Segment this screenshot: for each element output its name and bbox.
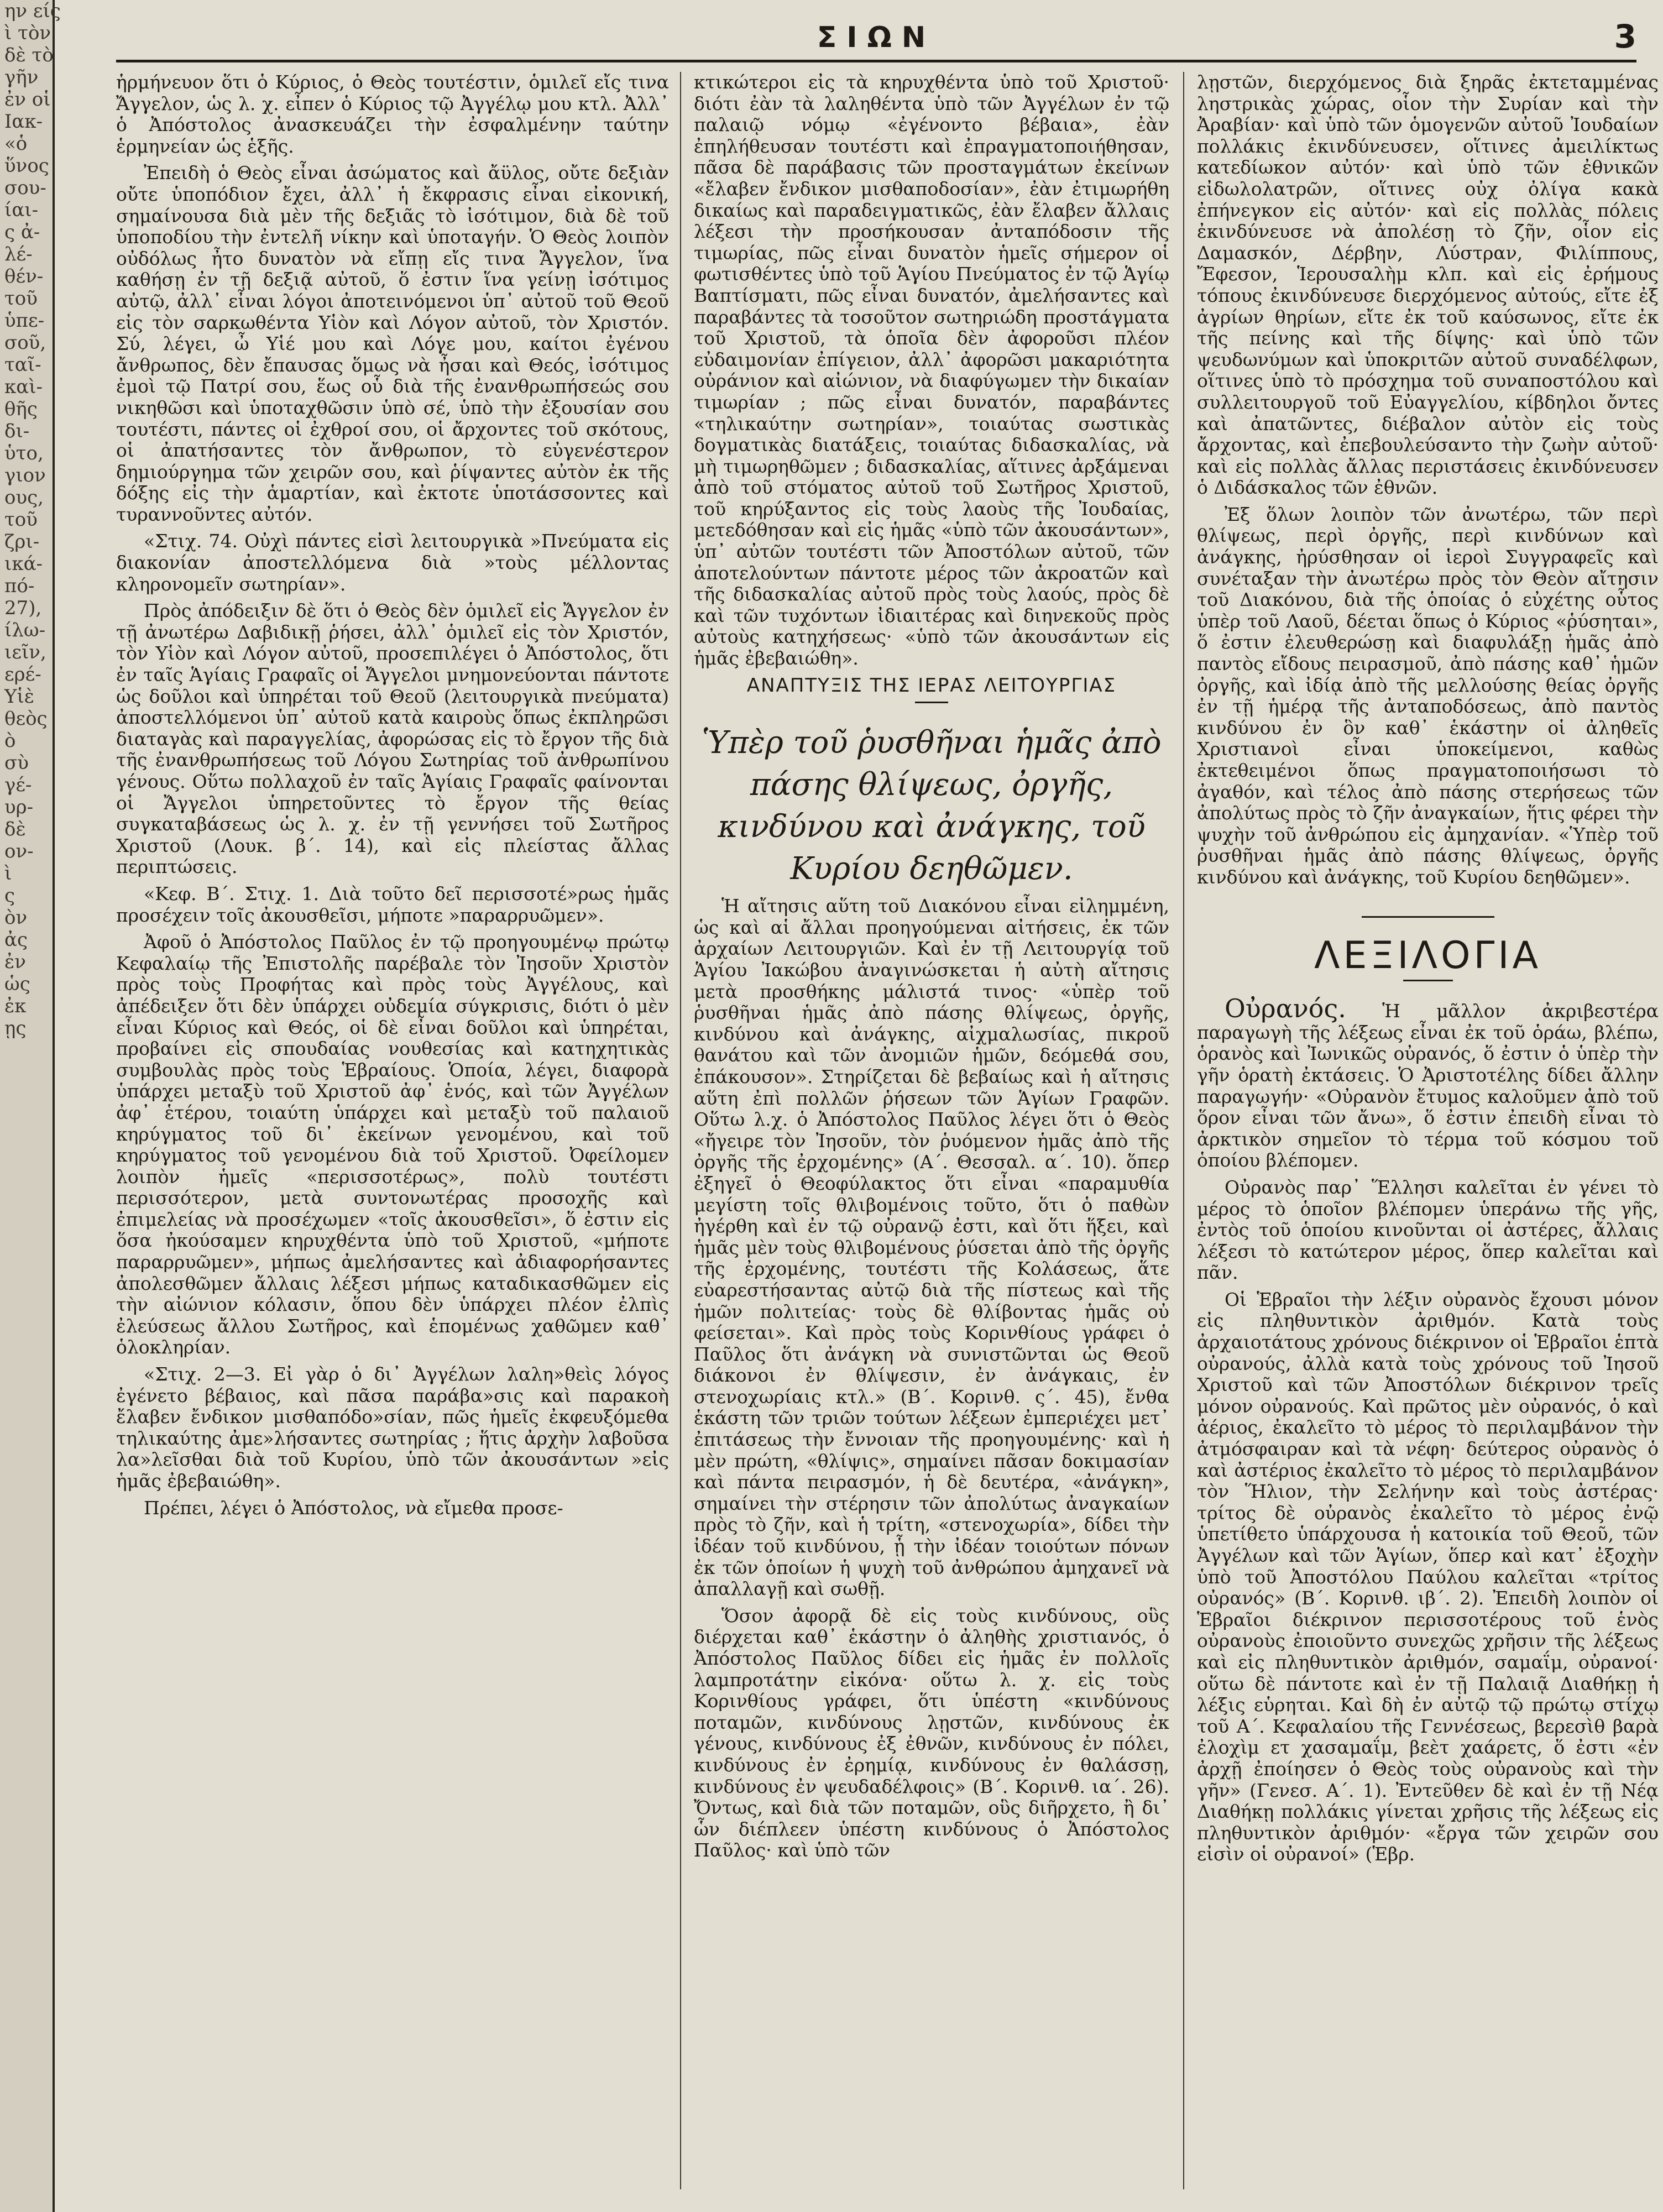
- previous-page-fragment: ὑτο,: [4, 442, 44, 464]
- previous-page-fragment: δὲ: [4, 818, 26, 840]
- paragraph: λῃστῶν, διερχόμενος διὰ ξηρᾶς ἐκτεταμμένας ληστρικὰς χώρας, οἷον τὴν Συρίαν καὶ τὴν Ἀραβίαν· καὶ ὑπὸ τῶν ὁμογενῶν αὐτοῦ Ἰουδαίων πολλάκις ἐκινδύνευσεν, οἵτινες ἀμειλίκτως κατεδίωκον αὐτόν· καὶ ὑπὸ τῶν ἐθνικῶν εἰδωλολατρῶν, οἵτινες οὐχ ὀλίγα κακὰ ἐπήνεγκον εἰς αὐτόν· καὶ εἰς πολλὰς πόλεις ἐκινδύνευσε νὰ ἀπολέσῃ τὸ ζῆν, οἷον εἰς Δαμασκόν, Δέρβην, Λύστραν, Φιλίππους, Ἔφεσον, Ἱερουσαλὴμ κλπ. καὶ εἰς ἐρήμους τόπους ἐκινδύνευσε διερχόμενος αὐτούς, εἴτε ἐξ ἀγρίων θηρίων, εἴτε ἐκ τοῦ καύσωνος, εἴτε ἐκ τῆς πείνης καὶ τῆς δίψης· καὶ ὑπὸ τῶν ψευδωνύμων καὶ ὑποκριτῶν αὐτοῦ συναδέλφων, οἵτινες ὑπὸ τὸ πρόσχημα τοῦ συναποστόλου καὶ συλλειτουργοῦ τοῦ Εὐαγγελίου, κίβδηλοι ὄντες καὶ ἀπατῶντες, διέβαλον αὐτὸν εἰς τοὺς ἄρχοντας, καὶ ἐπεβουλεύσαντο τὴν ζωὴν αὐτοῦ· καὶ εἰς πολλὰς ἄλλας περιστάσεις ἐκινδύνευσεν ὁ Διδάσκαλος τῶν ἐθνῶν.: [1197, 71, 1659, 499]
- previous-page-fragment: ζρι-: [4, 531, 40, 553]
- previous-page-fragment: καὶ-: [4, 376, 43, 398]
- page-number: 3: [1614, 18, 1636, 55]
- previous-page-fragment: ς: [4, 885, 15, 907]
- previous-page-fragment: σὺ: [4, 752, 29, 774]
- scripture-quote: «Κεφ. Β΄. Στιχ. 1. Διὰ τοῦτο δεῖ περισσοτέ»ρως ἡμᾶς προσέχειν τοῖς ἀκουσθεῖσι, μήποτε »παραρρυῶμεν».: [116, 882, 669, 926]
- previous-page-fragment: θεὸς: [4, 708, 48, 730]
- paragraph: Οἱ Ἑβραῖοι τὴν λέξιν οὐρανὸς ἔχουσι μόνον εἰς πληθυντικὸν ἀριθμόν. Κατὰ τοὺς ἀρχαιοτάτους χρόνους διέκρινον οἱ Ἑβραῖοι ἑπτὰ οὐρανούς, ἀλλὰ κατὰ τοὺς χρόνους τοῦ Ἰησοῦ Χριστοῦ καὶ τῶν Ἀποστόλων διέκρινον τρεῖς μόνον οὐρανούς. Καὶ πρῶτος μὲν οὐρανός, ὁ καὶ ἀέριος, ἐκαλεῖτο τὸ μέρος τὸ περιλαμβάνον τὴν ἀτμόσφαιραν καὶ τὰ νέφη· δεύτερος οὐρανὸς ὁ καὶ ἀστέριος ἐκαλεῖτο τὸ μέρος τὸ περιλαμβάνον τὸν Ἥλιον, τὴν Σελήνην καὶ τοὺς ἀστέρας· τρίτος δὲ οὐρανὸς ἐκαλεῖτο τὸ μέρος ἐνῷ ὑπετίθετο ὑπάρχουσα ἡ κατοικία τοῦ Θεοῦ, τῶν Ἀγγέλων καὶ τῶν Ἁγίων, ὅπερ καὶ κατ᾽ ἐξοχὴν ὑπὸ τοῦ Ἀποστόλου Παύλου καλεῖται «τρίτος οὐρανός» (Β΄. Κορινθ. ιβ΄. 2). Ἐπειδὴ λοιπὸν οἱ Ἑβραῖοι διέκρινον περισσοτέρους τοῦ ἑνὸς οὐρανοὺς ἐποιοῦντο συνεχῶς χρῆσιν τῆς λέξεως καὶ εἰς πληθυντικὸν ἀριθμόν, σαμαΐμ, οὐρανοί· οὕτω δὲ πάντοτε καὶ ἐν τῇ Παλαιᾷ Διαθήκῃ ἡ λέξις εὑρηται. Καὶ δὴ ἐν αὐτῷ τῷ πρώτῳ στίχῳ τοῦ Α΄. Κεφαλαίου τῆς Γεννέσεως, βερεσὶθ βαρὰ ἐλοχὶμ ετ χασαμαΐμ, βεὲτ χαάρετς, ὅ ἐστι «ἐν ἀρχῇ ἐποίησεν ὁ Θεὸς τοὺς οὐρανοὺς καὶ τὴν γῆν» (Γενεσ. Α΄. 1). Ἐντεῦθεν δὲ καὶ ἐν τῇ Νέᾳ Διαθήκῃ πολλάκις γίνεται χρῆσις τῆς λέξεως εἰς πληθυντικὸν ἀριθμόν· «ἔργα τῶν χειρῶν σου εἰσὶν οἱ οὐρανοί» (Ἑβρ.: [1197, 1288, 1659, 1865]
- previous-page-fragment: ικά-: [4, 553, 43, 575]
- previous-page-fragment: ερέ-: [4, 663, 41, 686]
- heading-dash: [1403, 980, 1453, 981]
- lexicon-heading: ΛΕΞΙΛΟΓΙΑ: [1314, 933, 1541, 977]
- previous-page-fragment: ἀς: [4, 929, 28, 951]
- previous-page-fragment: δι-: [4, 420, 30, 442]
- column-3: [1197, 72, 1659, 2189]
- previous-page-fragment: 27),: [4, 597, 42, 619]
- paragraph: Ἡ αἴτησις αὕτη τοῦ Διακόνου εἶναι εἰλημμένη, ὡς καὶ αἱ ἄλλαι προηγούμεναι αἰτήσεις, ἐκ τῶν ἀρχαίων Λειτουργιῶν. Καὶ ἐν τῇ Λειτουργίᾳ τοῦ Ἁγίου Ἰακώβου ἀναγινώσκεται ἡ αὐτὴ αἴτησις μετὰ προσθήκης μάλιστά τινος· «ὑπὲρ τοῦ ῥυσθῆναι ἡμᾶς ἀπὸ πάσης θλίψεως, ὀργῆς, κινδύνου καὶ ἀνάγκης, αἰχμαλωσίας, πικροῦ θανάτου καὶ τῶν ἀνομιῶν ἡμῶν, δεόμεθά σου, ἐπάκουσον». Στηρίζεται δὲ βεβαίως καὶ ἡ αἴτησις αὕτη ἐπὶ πολλῶν ῥήσεων τῶν Ἁγίων Γραφῶν. Οὕτω λ.χ. ὁ Ἀπόστολος Παῦλος λέγει ὅτι ὁ Θεὸς «ἤγειρε τὸν Ἰησοῦν, τὸν ῥυόμενον ἡμᾶς ἀπὸ τῆς ὀργῆς τῆς ἐρχομένης» (Α΄. Θεσσαλ. α΄. 10). ὅπερ ἐξηγεῖ ὁ Θεοφύλακτος ὅτι εἶναι «παραμυθία μεγίστη τοῖς θλιβομένοις τοῦτο, ὅτι ὁ παθὼν ἠγέρθη καὶ ἐν τῷ οὐρανῷ ἐστι, καὶ ὅτι ἥξει, καὶ ἡμᾶς μὲν τοὺς θλιβομένους ῥύσεται ἀπὸ τῆς ὀργῆς τῆς ἐρχομένης, τουτέστι τῆς Κολάσεως, ἅτε εὐαρεστήσαντας αὐτῷ διὰ τῆς πίστεως καὶ τῆς ἡμῶν πολιτείας· τοὺς δὲ θλίβοντας ἡμᾶς οὐ φείσεται». Καὶ πρὸς τοὺς Κορινθίους γράφει ὁ Παῦλος ὅτι ἀνάγκη νὰ συνιστῶνται ὡς Θεοῦ διάκονοι ἐν θλίψεσιν, ἐν ἀνάγκαις, ἐν στενοχωρίαις κτλ.» (Β΄. Κορινθ. ς΄. 45), ἔνθα ἑκάστη τῶν τριῶν τούτων λέξεων ἐμπεριέχει μετ᾽ ἐπιτάσεως τὴν ἔννοιαν τῆς προηγουμένης· καὶ ἡ μὲν πρώτη, «θλίψις», σημαίνει πᾶσαν δοκιμασίαν καὶ πάντα πειρασμόν, ἡ δὲ δευτέρα, «ἀνάγκη», σημαίνει τὴν στέρησιν τῶν ἀπολύτως ἀναγκαίων πρὸς τὸ ζῆν, καὶ ἡ τρίτη, «στενοχωρία», δίδει τὴν ἰδέαν τοῦ κινδύνου, ᾗ τὴν ἰδέαν τοιούτων πόνων ἐκ τῶν ὁποίων ἡ ψυχὴ τοῦ ἀνθρώπου ἀμηχανεῖ νὰ ἀπαλλαγῇ καὶ σωθῇ.: [694, 895, 1169, 1600]
- previous-page-fragment: ιεῖν,: [4, 641, 46, 663]
- column-1: [116, 72, 669, 2189]
- previous-page-fragment: πό-: [4, 575, 35, 597]
- column-divider: [680, 72, 681, 2189]
- previous-page-fragment: γῆν: [4, 66, 39, 88]
- masthead: [116, 18, 1636, 55]
- previous-page-fragment: Υἱὲ: [4, 686, 35, 708]
- previous-page-fragment: ὶ: [4, 862, 12, 885]
- paragraph: κτικώτεροι εἰς τὰ κηρυχθέντα ὑπὸ τοῦ Χριστοῦ· διότι ἐὰν τὰ λαληθέντα ὑπὸ τῶν Ἀγγέλων ἐν τῷ παλαιῷ νόμῳ «ἐγένοντο βέβαια», ἐὰν ἐπηλήθευσαν τουτέστι καὶ ἐπραγματοποιήθησαν, πᾶσα δὲ παράβασις τῶν προσταγμάτων ἐκείνων «ἔλαβεν ἔνδικον μισθαποδοσίαν», ἐὰν ἐτιμωρήθη δικαίως καὶ παραδειγματικῶς, ἐὰν ἔλαβεν ἄλλαις λέξεσι τὴν προσήκουσαν ἀνταπόδοσιν τῆς τιμωρίας, πῶς εἶναι δυνατὸν ἡμεῖς σήμερον οἱ φωτισθέντες ὑπὸ τοῦ Ἁγίου Πνεύματος ἐν τῷ Ἁγίῳ Βαπτίσματι, πῶς εἶναι δυνατόν, ἀμελήσαντες καὶ παραβάντες τὰ τοσοῦτον σωτηριώδη προστάγματα τοῦ Χριστοῦ, τὰ ὁποῖα δὲν ἀφοροῦσι πλέον εὐδαιμονίαν ἐπίγειον, ἀλλ᾽ ἀφορῶσι μακαριότητα οὐράνιον καὶ αἰώνιον, νὰ διαφύγωμεν τὴν δικαίαν τιμωρίαν ; πῶς εἶναι δυνατόν, παραβάντες «τηλικαύτην σωτηρίαν», τοιαύτας σωστικὰς δογματικὰς διατάξεις, τοιαύτας διδασκαλίας, νὰ μὴ τιμωρηθῶμεν ; διδασκαλίας, αἵτινες ἀρξάμεναι ἀπὸ τοῦ στόματος αὐτοῦ τοῦ Σωτῆρος Χριστοῦ, τοῦ κηρύξαντος εἰς τοὺς λαοὺς τῆς Ἰουδαίας, μετεδόθησαν καὶ εἰς ἡμᾶς «ὑπὸ τῶν ἀκουσάντων», ὑπ᾽ αὐτῶν τουτέστι τῶν Ἀποστόλων αὐτοῦ, τῶν ἀποτελούντων πάντοτε μέρος τῶν ἀκροατῶν καὶ τῆς διδασκαλίας αὐτοῦ πρὸς τοὺς λαούς, πρὸς δὲ καὶ τῶν τυχόντων ἰδιαιτέρας καὶ διηνεκοῦς πρὸς αὐτοὺς κατηχήσεως· «ὑπὸ τῶν ἀκουσάντων εἰς ἡμᾶς ἐβεβαιώθη».: [694, 71, 1169, 670]
- paragraph: Ὅσον ἀφορᾷ δὲ εἰς τοὺς κινδύνους, οὓς διέρχεται καθ᾽ ἑκάστην ὁ ἀληθὴς χριστιανός, ὁ Ἀπόστολος Παῦλος δίδει εἰς ἡμᾶς ἐν πολλοῖς λαμπροτάτην εἰκόνα· οὕτω λ. χ. εἰς τοὺς Κορινθίους γράφει, ὅτι ὑπέστη «κινδύνους ποταμῶν, κινδύνους λῃστῶν, κινδύνους ἐκ γένους, κινδύνους ἐξ ἐθνῶν, κινδύνους ἐν πόλει, κινδύνους ἐν ἐρημίᾳ, κινδύνους ἐν θαλάσσῃ, κινδύνους ἐν ψευδαδέλφοις» (Β΄. Κορινθ. ια΄. 26). Ὄντως, καὶ διὰ τῶν ποταμῶν, οὓς διῆρχετο, ἢ δι᾽ ὧν διέπλεεν ὑπέστη κινδύνους ὁ Ἀπόστολος Παῦλος· καὶ ὑπὸ τῶν: [694, 1604, 1169, 1861]
- previous-page-fragment: ς ἀ-: [4, 221, 40, 243]
- previous-page-fragment: «ὁ: [4, 133, 28, 155]
- section-separator: [1362, 916, 1494, 918]
- previous-page-fragment: ους,: [4, 487, 44, 509]
- headword-text: Ἡ μᾶλλον ἀκριβεστέρα παραγωγὴ τῆς λέξεως εἶναι ἐκ τοῦ ὁράω, βλέπω, ὁρανὸς καὶ Ἰωνικῶς οὐρανός, ὅ ἐστιν ὁ ὑπὲρ τὴν γῆν ὁρατὴ ἐκτάσεις. Ὁ Ἀριστοτέλης δίδει ἄλλην παραγωγήν· «Οὐρανὸν ἔτυμος καλοῦμεν ἀπὸ τοῦ ὅρον εἶναι τῶν ἄνω», ὅ ἐστιν ἐπειδὴ εἶναι τὸ ἀρκτικὸν σημεῖον τὸ τέρμα τοῦ κόσμου τοῦ ὁποίου βλέπομεν.: [1197, 1000, 1659, 1172]
- previous-page-fragment: σοῦ,: [4, 332, 46, 354]
- headword: Οὐρανός.: [1225, 993, 1346, 1024]
- previous-page-fragment: ὕνος: [4, 155, 49, 177]
- column-2: [694, 72, 1169, 2189]
- newspaper-page: [55, 0, 1663, 2212]
- paragraph: Ἐξ ὅλων λοιπὸν τῶν ἀνωτέρω, τῶν περὶ θλίψεως, περὶ ὀργῆς, περὶ κινδύνων καὶ ἀνάγκης, ἠρύσθησαν οἱ ἱεροὶ Συγγραφεῖς καὶ συνέταξαν τὴν ἀνωτέρω πρὸς τὸν Θεὸν αἴτησιν τοῦ Διακόνου, διὰ τῆς ὁποίας ὁ εὐχέτης οὗτος ὑπὲρ τοῦ Λαοῦ, δέεται ὅπως ὁ Κύριος «ῥύσηται», ὅ ἐστιν ἐλευθερώσῃ καὶ διαφυλάξῃ ἡμᾶς ἀπὸ παντὸς εἴδους πειρασμοῦ, ἀπὸ πάσης καθ᾽ ἡμῶν ὀργῆς, καὶ ἰδίᾳ ἀπὸ τῆς μελλούσης θείας ὀργῆς ἐν τῇ ἡμέρᾳ τῆς ἀνταποδόσεως, ἀπὸ παντὸς κινδύνου ἐν ὃν καθ᾽ ἑκάστην οἱ ἀληθεῖς Χριστιανοὶ εἶναι ὑποκείμενοι, καθὼς ἐκτεθειμένοι ὅπως πραγματοποιήσωσι τὸ ἀγαθόν, καὶ τέλος ἀπὸ πάσης στερήσεως τῶν ἀπολύτως πρὸς τὸ ζῆν ἀναγκαίων, ἥτις φέρει τὴν ψυχὴν τοῦ ἀνθρώπου εἰς ἀμηχανίαν. «Ὑπὲρ τοῦ ῥυσθῆναι ἡμᾶς ἀπὸ πάσης θλίψεως, ὀργῆς κινδύνου καὶ ἀνάγκης, τοῦ Κυρίου δεηθῶμεν».: [1197, 503, 1659, 888]
- heading-dash: [915, 702, 948, 703]
- previous-page-fragment: Ιακ-: [4, 111, 43, 133]
- previous-page-fragment: θῆς: [4, 398, 38, 420]
- previous-page-fragment: ὶ τὸν: [4, 22, 51, 44]
- previous-page-fragment: ην είς: [4, 0, 61, 22]
- previous-page-fragment: ἐκ: [4, 995, 27, 1017]
- previous-page-fragment: ὡς: [4, 973, 30, 995]
- previous-page-fragment: τοῦ: [4, 287, 38, 310]
- previous-page-fragment: ἐν οἱ: [4, 88, 51, 111]
- previous-page-fragment: ὑπε-: [4, 310, 45, 332]
- petition-title: Ὑπὲρ τοῦ ῥυσθῆναι ἡμᾶς ἀπὸ πάσης θλίψεως, ὀργῆς, κινδύνου καὶ ἀνάγκης, τοῦ Κυρίου δεηθῶμεν.: [702, 725, 1162, 887]
- previous-page-fragment: ίαι-: [4, 199, 39, 221]
- paragraph: Οὐρανὸς παρ᾽ Ἕλλησι καλεῖται ἐν γένει τὸ μέρος τὸ ὁποῖον βλέπομεν ὑπεράνω τῆς γῆς, ἐντὸς τοῦ ὁποίου κινοῦνται οἱ ἀστέρες, ἄλλαις λέξεσι τὸ κατώτερον μέρος, ὅπερ καλεῖται καὶ πᾶν.: [1197, 1176, 1659, 1284]
- lexicon-entry: [1197, 993, 1659, 1172]
- previous-page-fragment: τοῦ: [4, 509, 38, 531]
- previous-page-fragment: γιον: [4, 464, 46, 487]
- previous-page-edge: [0, 0, 61, 2212]
- previous-page-fragment: σου-: [4, 177, 46, 199]
- section-heading: ΑΝΑΠΤΥΞΙΣ ΤΗΣ ΙΕΡΑΣ ΛΕΙΤΟΥΡΓΙΑΣ: [746, 674, 1117, 697]
- previous-page-fragment: ταῖ-: [4, 354, 41, 376]
- paragraph: Πρὸς ἀπόδειξιν δὲ ὅτι ὁ Θεὸς δὲν ὁμιλεῖ εἰς Ἄγγελον ἐν τῇ ἀνωτέρω Δαβιδικῇ ῥήσει, ἀλλ᾽ ὁμιλεῖ εἰς τὸν Χριστόν, τὸν Υἱὸν καὶ Λόγον αὐτοῦ, προσεπιλέγει ὁ Ἀπόστολος, ὅτι ἐν ταῖς Ἁγίαις Γραφαῖς οἱ Ἄγγελοι μνημονεύονται πάντοτε ὡς δοῦλοι καὶ ὑπηρέται τοῦ Θεοῦ (λειτουργικὰ πνεύματα) ἀποστελλόμενοι ὑπ᾽ αὐτοῦ κατὰ καιροὺς ὅπως ἐκπληρῶσι διαταγὰς καὶ παραγγελίας, ἀφορώσας εἰς τὸ ἔργον τῆς διὰ τῆς ἐνανθρωπήσεως τοῦ Λόγου Σωτηρίας τοῦ ἀνθρωπίνου γένους. Οὕτω πολλαχοῦ ἐν ταῖς Ἁγίαις Γραφαῖς φαίνονται οἱ Ἄγγελοι ὑπηρετοῦντες τὸ ἔργον τῆς θείας συγκαταβάσεως ὡς λ. χ. ἐν τῇ γεννήσει τοῦ Σωτῆρος Χριστοῦ (Λουκ. β΄. 14), καὶ εἰς πλείστας ἄλλας περιπτώσεις.: [116, 600, 669, 878]
- paragraph: Ἐπειδὴ ὁ Θεὸς εἶναι ἀσώματος καὶ ἄϋλος, οὔτε δεξιὰν οὔτε ὑποπόδιον ἔχει, ἀλλ᾽ ἡ ἔκφρασις εἶναι εἰκονική, σημαίνουσα διὰ μὲν τῆς δεξιᾶς τὸ ἰσότιμον, διὰ δὲ τοῦ ὑποποδίου τὴν ἐντελῆ νίκην καὶ ὑποταγήν. Ὁ Θεὸς λοιπὸν οὐδόλως ἦτο δυνατὸν νὰ εἴπῃ εἴς τινα Ἄγγελον, ἵνα καθήσῃ ἐν τῇ δεξιᾷ αὐτοῦ, ὅ ἐστιν ἵνα γείνῃ ἰσότιμος αὐτῷ, ἀλλ᾽ εἶναι λόγοι ἀποτεινόμενοι ὑπ᾽ αὐτοῦ τοῦ Θεοῦ εἰς τὸν σαρκωθέντα Υἱὸν καὶ Λόγον αὐτοῦ, τὸν Χριστόν. Σύ, λέγει, ὦ Υἱέ μου καὶ Λόγε μου, καίτοι ἐγένου ἄνθρωπος, δὲν ἔπαυσας ὅμως νὰ ἦσαι καὶ Θεός, ἰσότιμος ἐμοὶ τῷ Πατρί σου, ἕως οὗ διὰ τῆς ἐνανθρωπήσεώς σου νικηθῶσι καὶ ὑποταχθῶσιν ὑπὸ σέ, ὑπὸ τὴν ἐξουσίαν σου τουτέστι, πάντες οἱ ἐχθροί σου, οἱ ἄρχοντες τοῦ σκότους, οἱ ἀπατήσαντες τὸν ἄνθρωπον, τὸ εὐγενέστερον δημιούργημα τῶν χειρῶν σου, καὶ ῥίψαντες αὐτὸν ἐκ τῆς δόξης εἰς τὴν ἁμαρτίαν, καὶ ἐκτοτε ὑποτάσσοντες καὶ τυραννοῦντες αὐτόν.: [116, 162, 669, 525]
- previous-page-fragment: ον-: [4, 840, 34, 862]
- previous-page-fragment: υρ-: [4, 796, 34, 818]
- scripture-quote: «Στιχ. 2—3. Εἰ γὰρ ὁ δι᾽ Ἀγγέλων λαλη»θεὶς λόγος ἐγένετο βέβαιος, καὶ πᾶσα παράβα»σις καὶ παρακοὴ ἔλαβεν ἔνδικον μισθαπόδο»σίαν, πῶς ἡμεῖς ἐκφευξόμεθα τηλικαύτης ἀμε»λήσαντες σωτηρίας ; ἥτις ἀρχὴν λαβοῦσα λα»λεῖσθαι διὰ τοῦ Κυρίου, ὑπὸ τῶν ἀκουσάντων »εἰς ἡμᾶς ἐβεβαιώθη».: [116, 1363, 669, 1492]
- newspaper-title: ΣΙΩΝ: [817, 21, 936, 54]
- paragraph: ἡρμήνευον ὅτι ὁ Κύριος, ὁ Θεὸς τουτέστιν, ὁμιλεῖ εἴς τινα Ἄγγελον, ὡς λ. χ. εἶπεν ὁ Κύριος τῷ Ἀγγέλῳ μου κτλ. Ἀλλ᾽ ὁ Ἀπόστολος ἀνασκευάζει τὴν ἐσφαλμένην ταύτην ἑρμηνείαν ὡς ἑξῆς.: [116, 71, 669, 157]
- previous-page-fragment: ὸ: [4, 730, 16, 752]
- previous-page-fragment: γέ-: [4, 774, 32, 796]
- previous-page-fragment: ίλω-: [4, 619, 46, 641]
- previous-page-fragment: ῃς: [4, 1017, 27, 1039]
- previous-page-fragment: δὲ τὸ: [4, 44, 54, 66]
- header-rule: [116, 60, 1636, 62]
- column-divider: [1183, 72, 1184, 2189]
- paragraph: Πρέπει, λέγει ὁ Ἀπόστολος, νὰ εἴμεθα προσε-: [144, 1497, 563, 1519]
- previous-page-fragment: ἐν: [4, 951, 26, 973]
- previous-page-fragment: ὸν: [4, 907, 28, 929]
- previous-page-fragment: θέν-: [4, 265, 44, 287]
- scripture-quote: «Στιχ. 74. Οὐχὶ πάντες εἰσὶ λειτουργικὰ »Πνεύματα εἰς διακονίαν ἀποστελλόμενα διὰ »τοὺς μέλλοντας κληρονομεῖν σωτηρίαν».: [116, 530, 669, 595]
- previous-page-fragment: λέ-: [4, 243, 33, 265]
- paragraph: Ἀφοῦ ὁ Ἀπόστολος Παῦλος ἐν τῷ προηγουμένῳ πρώτῳ Κεφαλαίῳ τῆς Ἐπιστολῆς παρέβαλε τὸν Ἰησοῦν Χριστὸν πρὸς τοὺς Προφήτας καὶ πρὸς τοὺς Ἀγγέλους, καὶ ἀπέδειξεν ὅτι δὲν ὑπάρχει οὐδεμία σύγκρισις, διότι ὁ μὲν εἶναι Κύριος καὶ Θεός, οἱ δὲ εἶναι δοῦλοι καὶ ὑπηρέται, προβαίνει εἰς σπουδαίας νουθεσίας καὶ κατηχητικὰς συμβουλὰς πρὸς τοὺς Ἑβραίους. Ὁποία, λέγει, διαφορὰ ὑπάρχει μεταξὺ τοῦ Χριστοῦ ἀφ᾽ ἑνός, καὶ τῶν Ἀγγέλων ἀφ᾽ ἑτέρου, τοιαύτη ὑπάρχει καὶ μεταξὺ τοῦ παλαιοῦ κηρύγματος τοῦ δι᾽ ἐκείνων γενομένου, καὶ τοῦ κηρύγματος τοῦ γενομένου διὰ τοῦ Χριστοῦ. Ὀφείλομεν λοιπὸν ἡμεῖς «περισσοτέρως», πολὺ τουτέστι περισσότερον, μετὰ συντονωτέρας προσοχῆς καὶ ἐπιμελείας νὰ προσέχωμεν «τοῖς ἀκουσθεῖσι», ὅ ἐστιν εἰς ὅσα ἠκούσαμεν κηρυχθέντα ὑπὸ τοῦ Χριστοῦ, «μήποτε παραρρυῶμεν», μήπως ἀμελήσαντες καὶ ἀδιαφορήσαντες ἀπολεσθῶμεν ἄλλαις λέξεσι μήπως καταδικασθῶμεν εἰς τὴν αἰώνιον κόλασιν, ὅπου δὲν ὑπάρχει πλέον ἐλπὶς ἐλεύσεως ἄλλου Σωτῆρος, καὶ ἑπομένως χαθῶμεν καθ᾽ ὁλοκληρίαν.: [116, 931, 669, 1358]
